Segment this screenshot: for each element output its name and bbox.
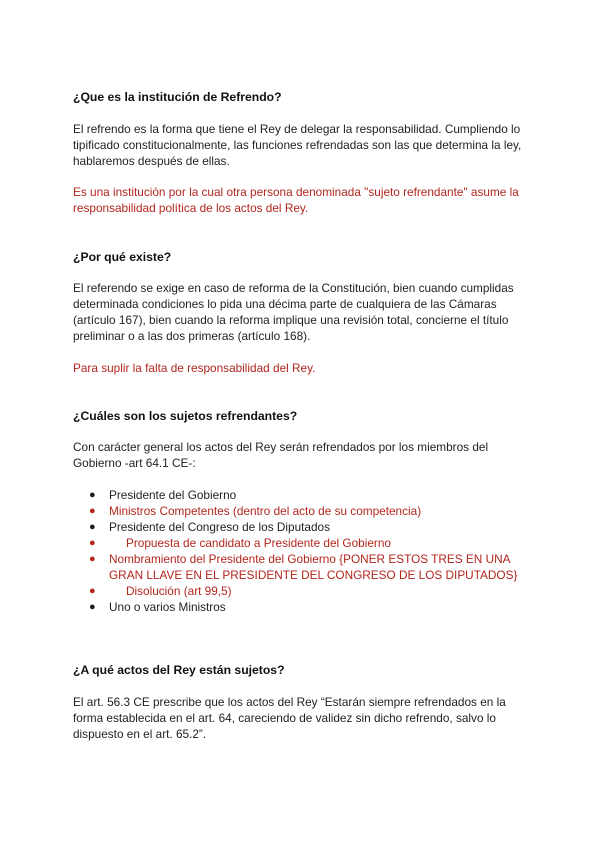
- bullet-icon: ●: [89, 585, 96, 597]
- list-item-text: Propuesta de candidato a Presidente del Gobierno: [126, 536, 391, 550]
- section-body-wrap: [73, 694, 533, 742]
- bullet-list-wrap: [73, 487, 533, 615]
- list-item-text: Uno o varios Ministros: [109, 600, 226, 614]
- list-item-text: Ministros Competentes (dentro del acto de su competencia): [109, 504, 422, 518]
- section-refrendo: [73, 89, 533, 105]
- bullet-icon: ●: [89, 537, 96, 549]
- bullet-icon: ●: [89, 521, 96, 533]
- refrendantes-list: [73, 487, 533, 615]
- section-answer: Es una institución por la cual otra persona denominada "sujeto refrendante" asume la responsabilidad política de los actos del Rey.: [73, 185, 519, 215]
- section-body: El art. 56.3 CE prescribe que los actos del Rey “Estarán siempre refrendados en la forma establecida en el art. 64, careciendo de validez sin dicho refrendo, salvo lo dispuesto en el art. 65.2”.: [73, 695, 506, 741]
- list-item: [73, 583, 533, 599]
- list-item: [73, 519, 533, 535]
- bullet-icon: ●: [89, 489, 96, 501]
- list-item-text: Nombramiento del Presidente del Gobierno {PONER ESTOS TRES EN UNA GRAN LLAVE EN EL PRESIDENTE DEL CONGRESO DE LOS DIPUTADOS}: [109, 552, 518, 582]
- list-item-text: Disolución (art 99,5): [126, 584, 232, 598]
- section-body-wrap: [73, 280, 533, 344]
- section-body-wrap: [73, 439, 533, 471]
- list-item: [73, 503, 533, 519]
- bullet-icon: ●: [89, 601, 96, 613]
- bullet-icon: ●: [89, 505, 96, 517]
- section-por-que: [73, 249, 533, 265]
- list-item: [73, 535, 533, 551]
- section-heading: ¿Cuáles son los sujetos refrendantes?: [73, 409, 298, 423]
- list-item-text: Presidente del Gobierno: [109, 488, 237, 502]
- section-answer: Para suplir la falta de responsabilidad del Rey.: [73, 361, 316, 375]
- bullet-icon: ●: [89, 553, 96, 565]
- section-heading: ¿A qué actos del Rey están sujetos?: [73, 663, 285, 677]
- section-answer-wrap: [73, 184, 533, 216]
- section-heading: ¿Que es la institución de Refrendo?: [73, 90, 282, 104]
- list-item: [73, 599, 533, 615]
- list-item: [73, 487, 533, 503]
- list-item: [73, 551, 533, 583]
- section-body-wrap: [73, 121, 533, 169]
- section-sujetos: [73, 408, 533, 424]
- list-item-text: Presidente del Congreso de los Diputados: [109, 520, 331, 534]
- section-body: El referendo se exige en caso de reforma de la Constitución, bien cuando cumplidas determinada condiciones lo pida una décima parte de cualquiera de las Cámaras (artículo 167), bien cuando la reforma implique una revisión total, concierne el título preliminar o a las dos primeras (artículo 168).: [73, 281, 514, 343]
- section-heading: ¿Por qué existe?: [73, 250, 172, 264]
- section-body: El refrendo es la forma que tiene el Rey de delegar la responsabilidad. Cumpliendo lo tipificado constitucionalmente, las funciones refrendadas son las que determina la ley, hablaremos después de ellas.: [73, 122, 522, 168]
- section-body: Con carácter general los actos del Rey serán refrendados por los miembros del Gobierno -art 64.1 CE-:: [73, 440, 489, 470]
- section-actos: [73, 662, 533, 678]
- section-answer-wrap: [73, 360, 533, 376]
